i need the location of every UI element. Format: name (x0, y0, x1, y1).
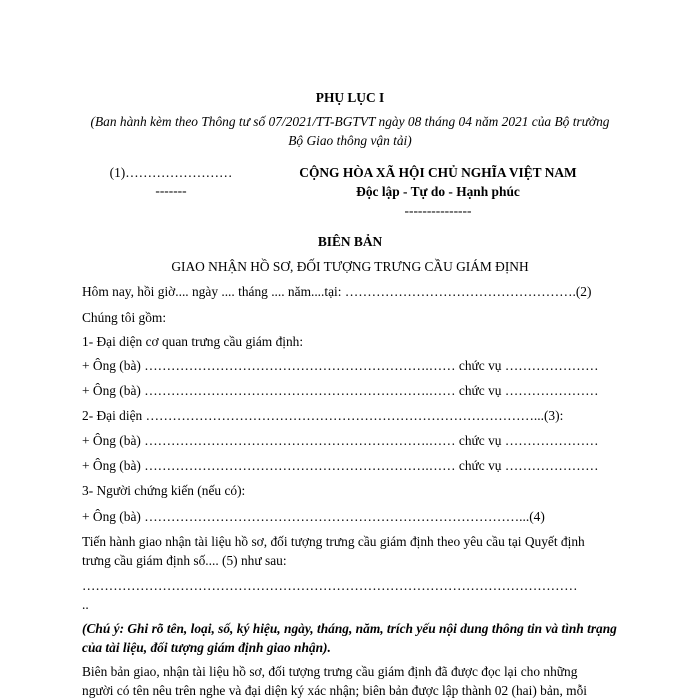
participants-heading: Chúng tôi gồm: (82, 310, 167, 325)
national-title: CỘNG HÒA XÃ HỘI CHỦ NGHĨA VIỆT NAM (299, 165, 577, 180)
section-3-heading: 3- Người chứng kiến (nếu có): (82, 483, 246, 498)
section-1-heading: 1- Đại diện cơ quan trưng cầu giám định: (82, 334, 304, 349)
section-1-person-2: + Ông (bà) ……………………………………………………….…… chức vụ ………………… (82, 383, 599, 398)
closing-line-1: Biên bản giao, nhận tài liệu hồ sơ, đối tượng trưng cầu giám định đã được đọc lại cho những (82, 664, 578, 679)
section-3-person-1: + Ông (bà) …………………………………………………………………………...(4) (82, 509, 545, 524)
document-subtitle: GIAO NHẬN HỒ SƠ, ĐỐI TƯỢNG TRƯNG CẦU GIÁM ĐỊNH (171, 259, 529, 274)
handover-line-2: trưng cầu giám định số.... (5) như sau: (82, 553, 287, 568)
dotted-entry-tail: .. (82, 597, 89, 612)
section-2-person-1: + Ông (bà) ……………………………………………………….…… chức vụ ………………… (82, 433, 599, 448)
closing-line-2: người có tên nêu trên nghe và đại diện ký xác nhận; biên bản được lập thành 02 (hai) bản, mỗi (82, 683, 588, 698)
section-2-heading: 2- Đại diện ……………………………………………………………………………...(3): (82, 408, 564, 423)
document-title: BIÊN BẢN (317, 234, 383, 249)
note-line-1: (Chú ý: Ghi rõ tên, loại, số, ký hiệu, ngày, tháng, năm, trích yếu nội dung thông tin và tình trạng (82, 621, 617, 636)
section-2-person-2: + Ông (bà) ……………………………………………………….…… chức vụ ………………… (82, 458, 599, 473)
motto: Độc lập - Tự do - Hạnh phúc (356, 184, 520, 199)
issuance-note-line1: (Ban hành kèm theo Thông tư số 07/2021/TT-BGTVT ngày 08 tháng 04 năm 2021 của Bộ trưởng (90, 114, 610, 129)
section-1-person-1: + Ông (bà) ……………………………………………………….…… chức vụ ………………… (82, 358, 599, 373)
appendix-title: PHỤ LỤC I (315, 90, 385, 105)
agency-underline: ------- (155, 183, 187, 198)
agency-placeholder: (1)…………………… (109, 165, 233, 180)
date-location-line: Hôm nay, hồi giờ.... ngày .... tháng .... năm....tại: …………………………………………….(2) (82, 284, 592, 299)
motto-underline: --------------- (404, 203, 472, 218)
handover-line-1: Tiến hành giao nhận tài liệu hồ sơ, đối tượng trưng cầu giám định theo yêu cầu tại Quyết định (82, 534, 585, 549)
issuance-note-line2: Bộ Giao thông vận tải) (288, 133, 412, 148)
dotted-entry-line: ………………………………………………………………………………………………… (82, 578, 578, 593)
note-line-2: của tài liệu, đối tượng giám định giao nhận). (82, 640, 331, 655)
